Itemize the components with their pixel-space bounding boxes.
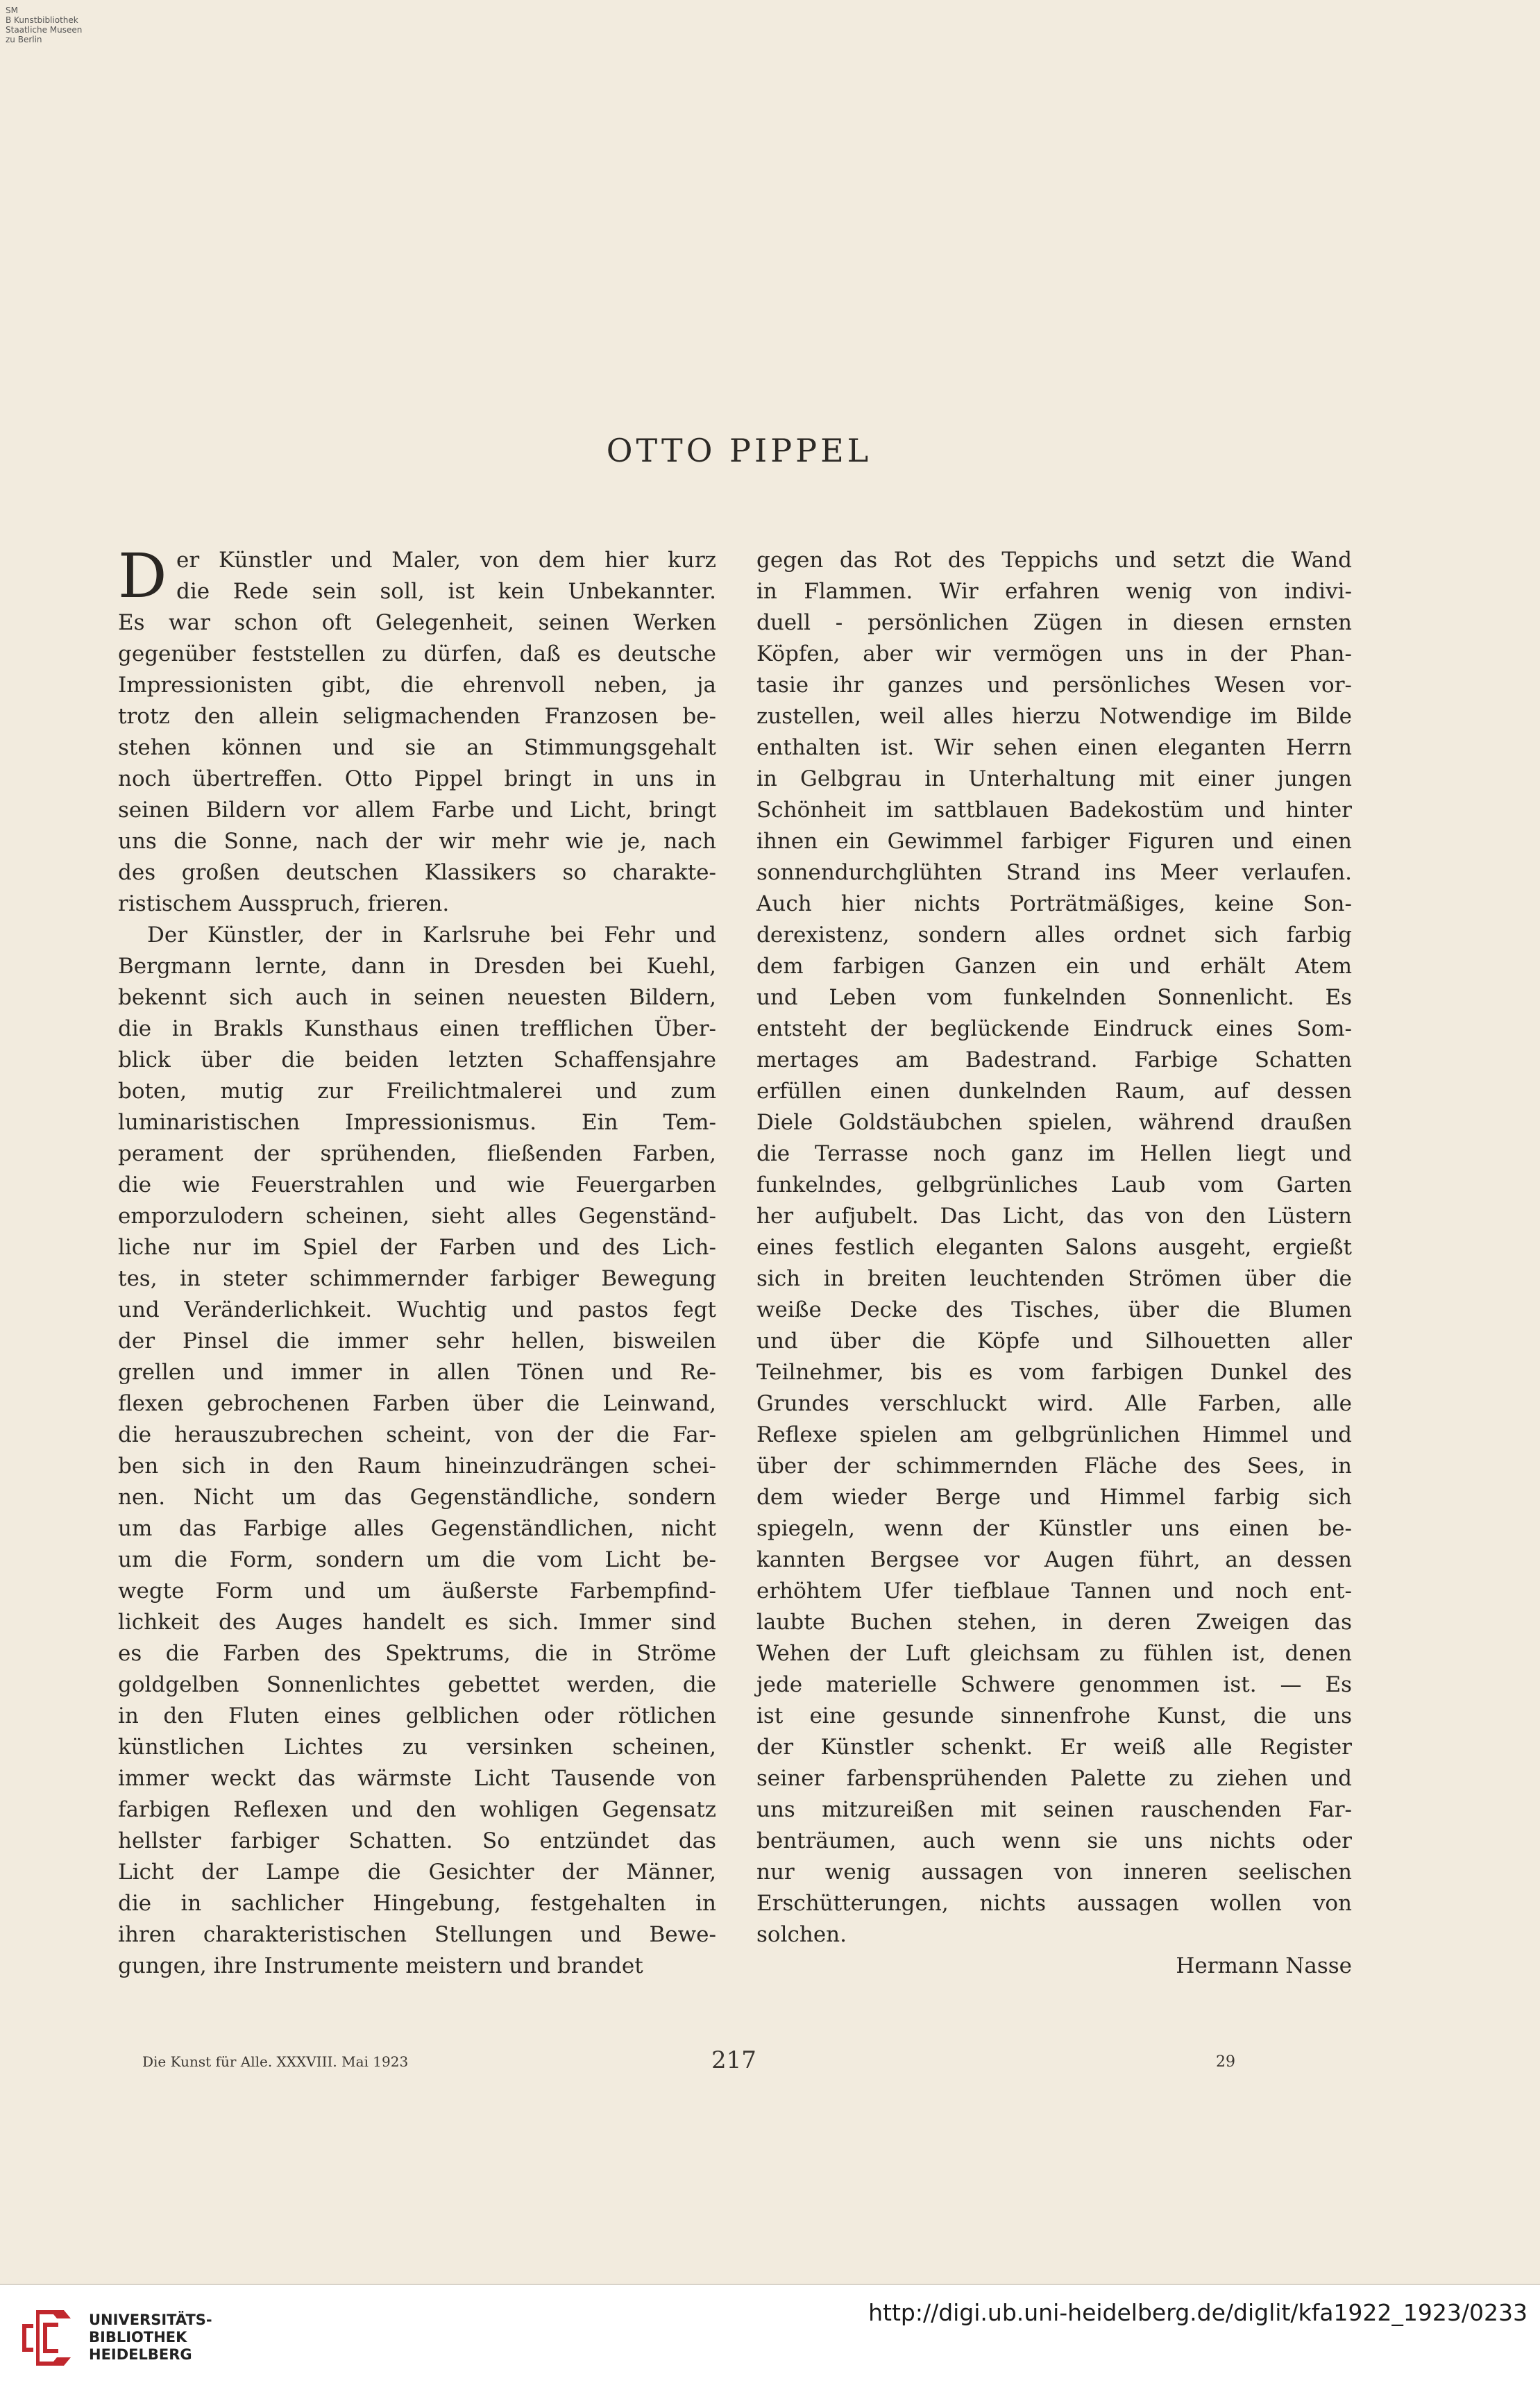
text-line: seiner farbensprühenden Palette zu ziehen und [756,1766,1352,1791]
text-line: benträumen, auch wenn sie uns nichts oder [756,1828,1352,1853]
text-line: uns die Sonne, nach der wir mehr wie je, nach [118,829,716,854]
text-line: nur wenig aussagen von inneren seelischen [756,1860,1352,1885]
text-line: enthalten ist. Wir sehen einen eleganten Herrn [756,735,1352,760]
text-line: der Pinsel die immer sehr hellen, bisweilen [118,1329,716,1354]
text-line: Wehen der Luft gleichsam zu fühlen ist, denen [756,1641,1352,1666]
journal-reference: Die Kunst für Alle. XXXVIII. Mai 1923 [142,2053,409,2070]
library-logo-icon [15,2303,78,2373]
text-line: trotz den allein seligmachenden Franzosen be- [118,704,716,729]
sheet-number: 29 [1216,2053,1235,2071]
text-line: tes, in steter schimmernder farbiger Bewegung [118,1266,716,1291]
text-line: die wie Feuerstrahlen und wie Feuergarben [118,1172,716,1197]
text-line: wegte Form und um äußerste Farbempfind- [118,1579,716,1603]
right-column [756,545,1352,1982]
text-line: und über die Köpfe und Silhouetten aller [756,1329,1352,1354]
text-line: liche nur im Spiel der Farben und des Lich- [118,1235,716,1260]
text-line: sich in breiten leuchtenden Strömen über die [756,1266,1352,1291]
text-line: Auch hier nichts Porträtmäßiges, keine Son- [756,891,1352,916]
text-line: flexen gebrochenen Farben über die Leinwand, [118,1391,716,1416]
text-line: blick über die beiden letzten Schaffensjahre [118,1047,716,1072]
text-line: duell - persönlichen Zügen in diesen ernsten [756,610,1352,635]
text-line: ihnen ein Gewimmel farbiger Figuren und einen [756,829,1352,854]
text-line: solchen. [756,1922,847,1947]
text-line: her aufjubelt. Das Licht, das von den Lüstern [756,1204,1352,1229]
stamp-line: zu Berlin [6,35,42,44]
page-number: 217 [711,2046,756,2074]
text-line: Der Künstler, der in Karlsruhe bei Fehr und [147,923,716,948]
text-line: goldgelben Sonnenlichtes gebettet werden, die [118,1672,716,1697]
library-name [89,2312,212,2364]
text-line: grellen und immer in allen Tönen und Re- [118,1360,716,1385]
text-line: Reflexe spielen am gelbgrünlichen Himmel und [756,1422,1352,1447]
text-line: und Leben vom funkelnden Sonnenlicht. Es [756,985,1352,1010]
text-line: Schönheit im sattblauen Badekostüm und hinter [756,798,1352,823]
text-line: farbigen Reflexen und den wohligen Gegensatz [118,1797,716,1822]
text-line: ist eine gesunde sinnenfrohe Kunst, die uns [756,1703,1352,1728]
text-line: nen. Nicht um das Gegenständliche, sondern [118,1485,716,1510]
text-line: weiße Decke des Tisches, über die Blumen [756,1297,1352,1322]
text-line: um das Farbige alles Gegenständlichen, nicht [118,1516,716,1541]
text-line: die in Brakls Kunsthaus einen trefflichen Über- [118,1016,716,1041]
text-line: der Künstler schenkt. Er weiß alle Register [756,1735,1352,1760]
author-signature: Hermann Nasse [1176,1953,1352,1978]
text-line: mertages am Badestrand. Farbige Schatten [756,1047,1352,1072]
text-line: jede materielle Schwere genommen ist. — Es [756,1672,1352,1697]
text-line: Bergmann lernte, dann in Dresden bei Kuehl, [118,954,716,979]
text-line: luminaristischen Impressionismus. Ein Tem- [118,1110,716,1135]
left-column [118,540,716,1982]
text-line: tasie ihr ganzes und persönliches Wesen vor- [756,673,1352,698]
text-line: Es war schon oft Gelegenheit, seinen Werken [118,610,716,635]
text-line: ristischem Ausspruch, frieren. [118,891,450,916]
stamp-line: SM [6,6,18,15]
text-line: Erschütterungen, nichts aussagen wollen von [756,1891,1352,1916]
text-line: dem wieder Berge und Himmel farbig sich [756,1485,1352,1510]
text-line: die in sachlicher Hingebung, festgehalten in [118,1891,716,1916]
text-line: derexistenz, sondern alles ordnet sich farbig [756,923,1352,948]
text-line: gegen das Rot des Teppichs und setzt die Wand [756,548,1352,573]
library-name-line: UNIVERSITÄTS- [89,2312,212,2328]
text-line: Impressionisten gibt, die ehrenvoll neben, ja [118,673,716,698]
article-title: OTTO PIPPEL [606,432,872,469]
text-line: perament der sprühenden, fließenden Farben, [118,1141,716,1166]
text-line: es die Farben des Spektrums, die in Ströme [118,1641,716,1666]
text-line: spiegeln, wenn der Künstler uns einen be- [756,1516,1352,1541]
text-line: über der schimmernden Fläche des Sees, in [756,1454,1352,1479]
text-line: bekennt sich auch in seinen neuesten Bildern, [118,985,716,1010]
text-line: die Terrasse noch ganz im Hellen liegt und [756,1141,1352,1166]
library-name-line: HEIDELBERG [89,2346,192,2363]
text-line: seinen Bildern vor allem Farbe und Licht, bringt [118,798,716,823]
text-line: boten, mutig zur Freilichtmalerei und zum [118,1079,716,1104]
text-line: Köpfen, aber wir vermögen uns in der Phan- [756,641,1352,666]
text-line: uns mitzureißen mit seinen rauschenden Far- [756,1797,1352,1822]
text-line: des großen deutschen Klassikers so charakte- [118,860,716,885]
text-line: hellster farbiger Schatten. So entzündet das [118,1828,716,1853]
text-line: zustellen, weil alles hierzu Notwendige im Bilde [756,704,1352,729]
text-line: in Flammen. Wir erfahren wenig von indivi- [756,579,1352,604]
text-line: um die Form, sondern um die vom Licht be- [118,1547,716,1572]
text-line: und Veränderlichkeit. Wuchtig und pastos fegt [118,1297,716,1322]
text-line: er Künstler und Maler, von dem hier kurz [176,548,716,573]
text-line: emporzulodern scheinen, sieht alles Gegenständ- [118,1204,716,1229]
text-line: noch übertreffen. Otto Pippel bringt in uns in [118,766,716,791]
text-line: in den Fluten eines gelblichen oder rötlichen [118,1703,716,1728]
text-line: Diele Goldstäubchen spielen, während draußen [756,1110,1352,1135]
text-line: gungen, ihre Instrumente meistern und brandet [118,1953,643,1978]
text-line: Grundes verschluckt wird. Alle Farben, alle [756,1391,1352,1416]
text-line: immer weckt das wärmste Licht Tausende von [118,1766,716,1791]
text-line: eines festlich eleganten Salons ausgeht, ergießt [756,1235,1352,1260]
stamp-line: Staatliche Museen [6,25,83,35]
text-line: stehen können und sie an Stimmungsgehalt [118,735,716,760]
text-line: Licht der Lampe die Gesichter der Männer, [118,1860,716,1885]
library-name-line: BIBLIOTHEK [89,2329,187,2346]
permalink-url[interactable]: http://digi.ub.uni-heidelberg.de/diglit/kfa1922_1923/0233 [868,2299,1528,2326]
text-line: ihren charakteristischen Stellungen und Bewe- [118,1922,716,1947]
text-line: erhöhtem Ufer tiefblaue Tannen und noch ent- [756,1579,1352,1603]
text-line: dem farbigen Ganzen ein und erhält Atem [756,954,1352,979]
text-line: Teilnehmer, bis es vom farbigen Dunkel des [756,1360,1352,1385]
text-line: in Gelbgrau in Unterhaltung mit einer jungen [756,766,1352,791]
text-line: entsteht der beglückende Eindruck eines Som- [756,1016,1352,1041]
text-line: künstlichen Lichtes zu versinken scheinen, [118,1735,716,1760]
text-line: laubte Buchen stehen, in deren Zweigen das [756,1610,1352,1635]
text-line: erfüllen einen dunkelnden Raum, auf dessen [756,1079,1352,1104]
text-line: sonnendurchglühten Strand ins Meer verlaufen. [756,860,1352,885]
stamp-line: B Kunstbibliothek [6,15,78,25]
text-line: kannten Bergsee vor Augen führt, an dessen [756,1547,1352,1572]
library-stamp [6,6,82,44]
text-line: gegenüber feststellen zu dürfen, daß es deutsche [118,641,716,666]
text-line: die Rede sein soll, ist kein Unbekannter. [176,579,716,604]
text-line: lichkeit des Auges handelt es sich. Immer sind [118,1610,716,1635]
text-line: die herauszubrechen scheint, von der die Far- [118,1422,716,1447]
text-line: funkelndes, gelbgrünliches Laub vom Garten [756,1172,1352,1197]
drop-cap: D [118,540,167,612]
text-line: ben sich in den Raum hineinzudrängen schei- [118,1454,716,1479]
